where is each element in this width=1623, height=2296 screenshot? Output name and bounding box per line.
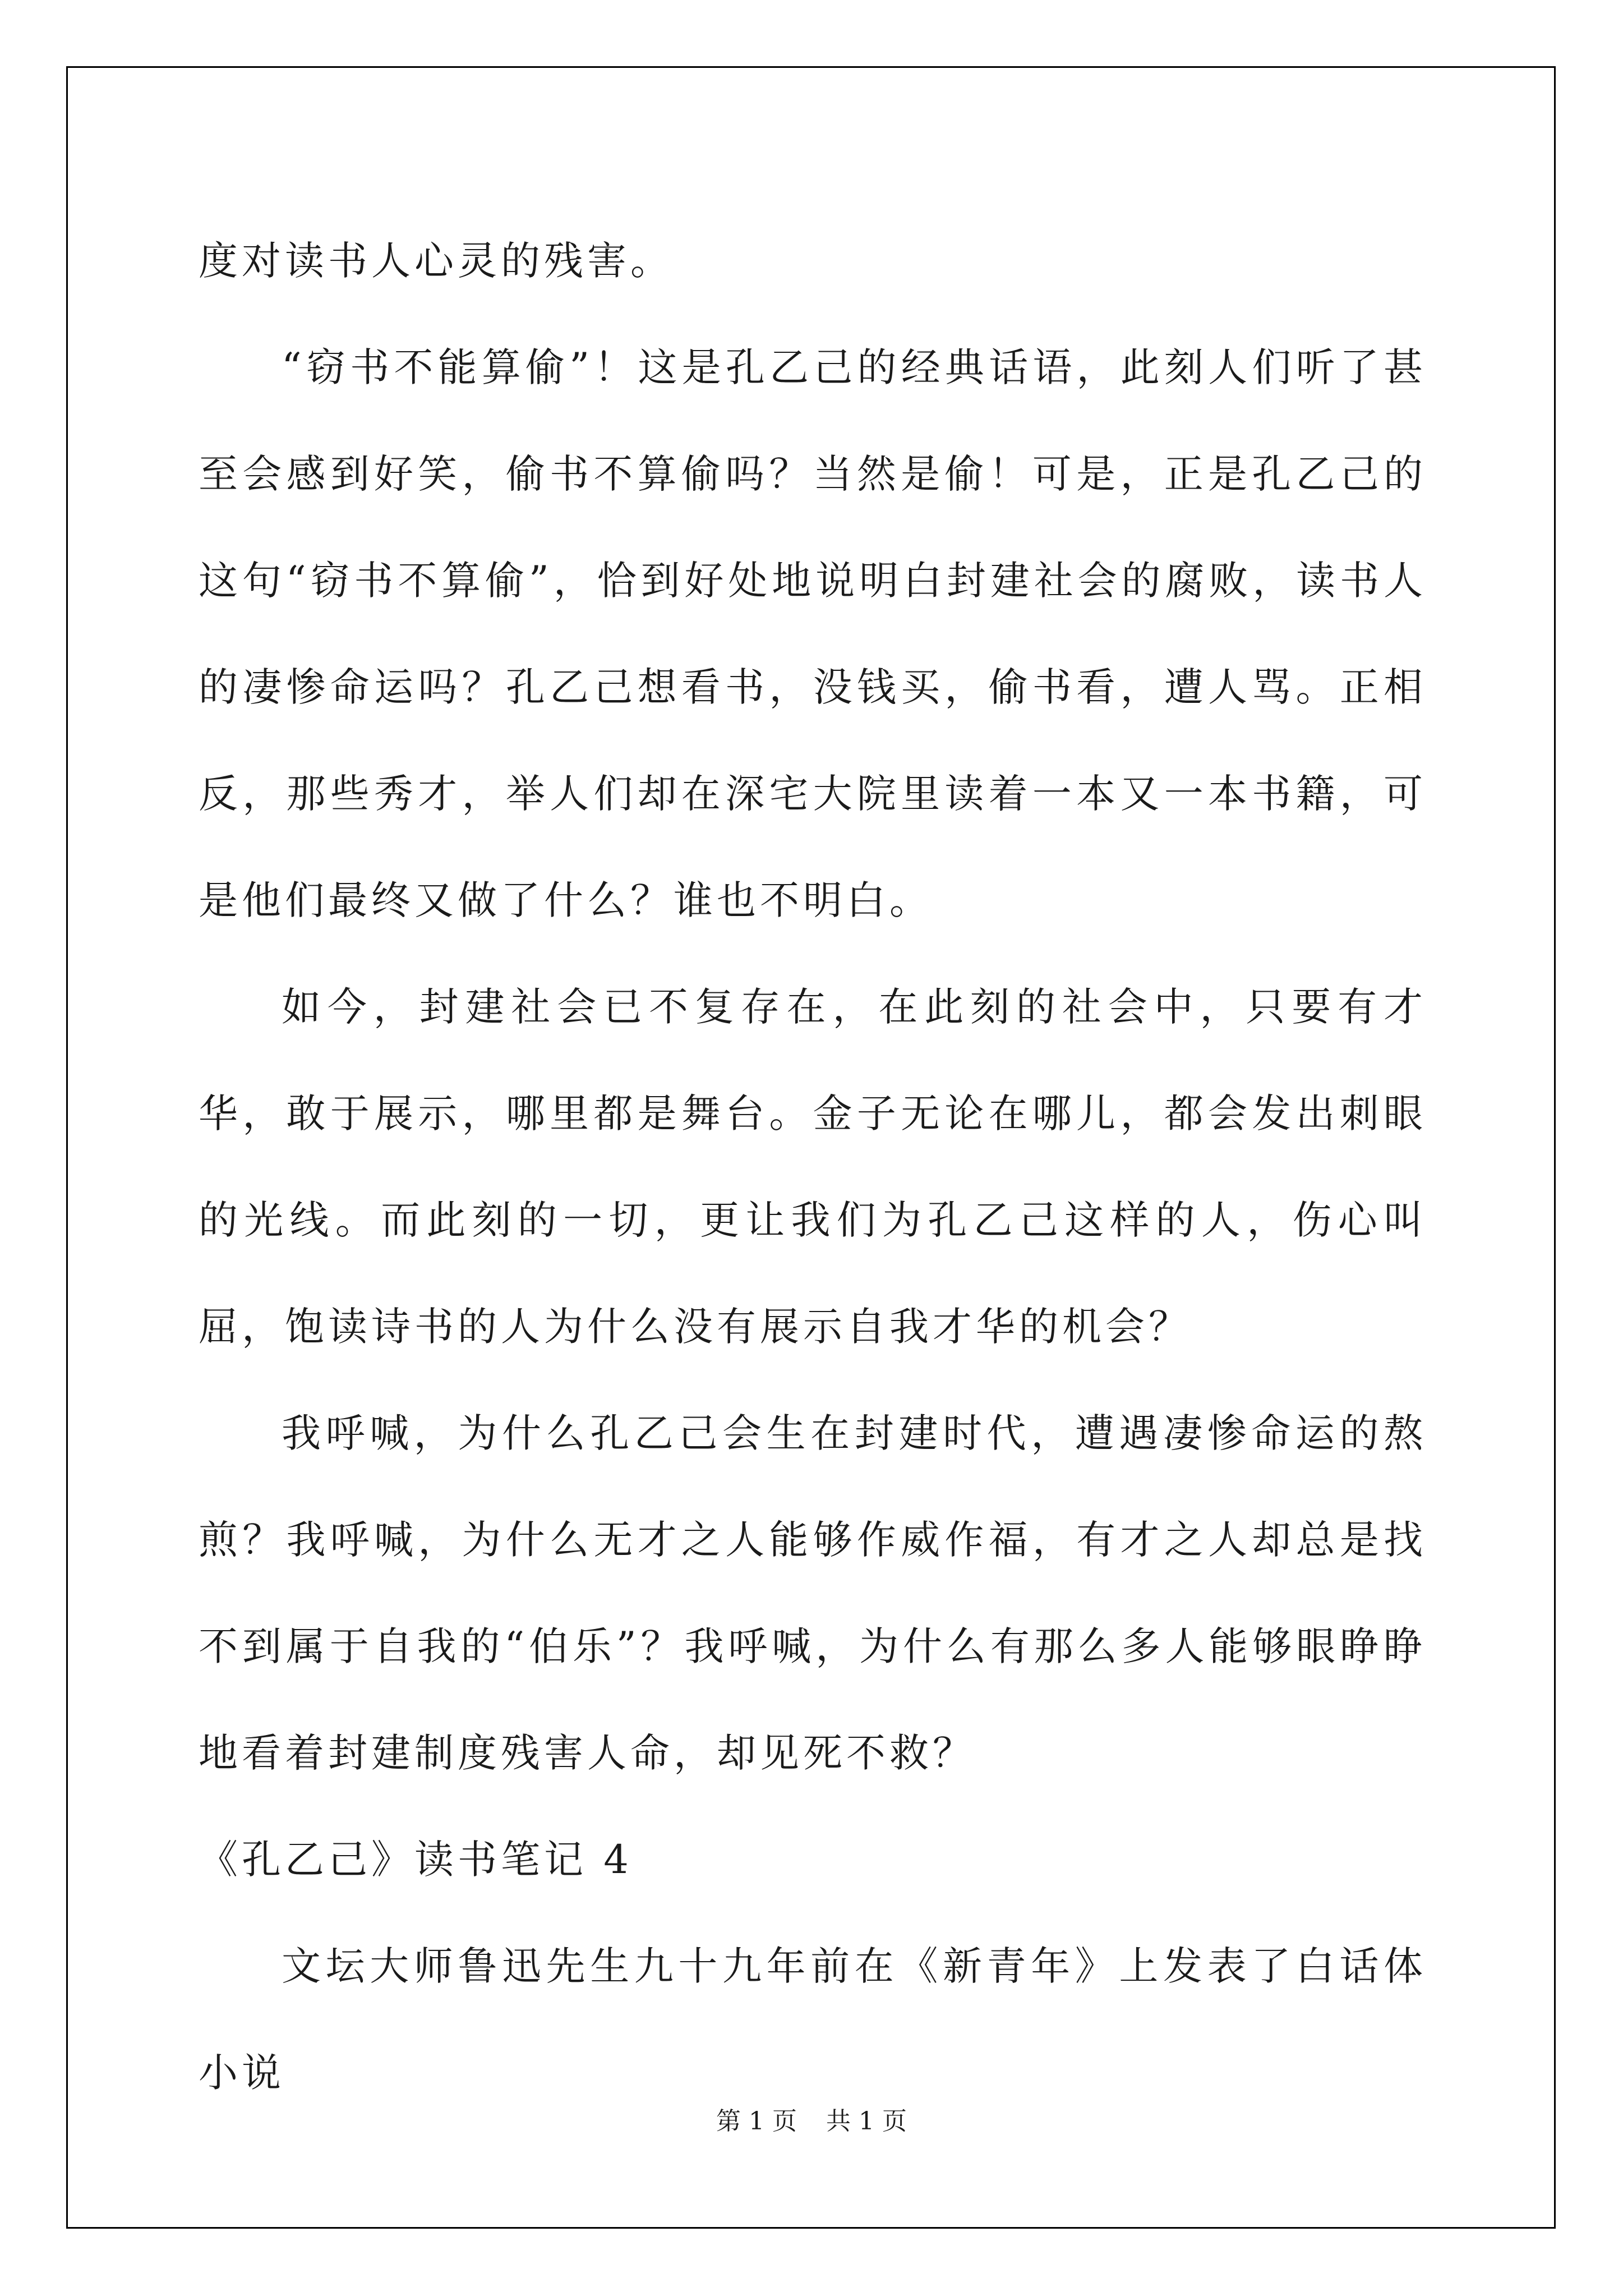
document-body <box>199 208 1427 2126</box>
paragraph-4: 我呼喊，为什么孔乙己会生在封建时代，遭遇凄惨命运的熬煎？我呼喊，为什么无才之人能够作威作福，有才之人却总是找不到属于自我的“伯乐”？我呼喊，为什么有那么多人能够眼睁睁地看着封建制度残害人命，却见死不救？ <box>199 1410 1427 1776</box>
paragraph-1: 度对读书人心灵的残害。 <box>199 238 674 284</box>
total-pages: 共 1 页 <box>826 2107 907 2136</box>
paragraph-3: 如今，封建社会已不复存在，在此刻的社会中，只要有才华，敢于展示，哪里都是舞台。金子无论在哪儿，都会发出刺眼的光线。而此刻的一切，更让我们为孔乙己这样的人，伤心叫屈，饱读诗书的人为什么没有展示自我才华的机会？ <box>199 984 1427 1350</box>
page-footer <box>0 2101 1623 2137</box>
page-number: 第 1 页 <box>716 2107 797 2136</box>
section-heading: 《孔乙己》读书笔记 4 <box>199 1837 633 1883</box>
paragraph-5: 文坛大师鲁迅先生九十九年前在《新青年》上发表了白话体小说 <box>199 1943 1427 2096</box>
paragraph-2: “窃书不能算偷”！这是孔乙己的经典话语，此刻人们听了甚至会感到好笑，偷书不算偷吗？当然是偷！可是，正是孔乙己的这句“窃书不算偷”，恰到好处地说明白封建社会的腐败，读书人的凄惨命运吗？孔乙己想看书，没钱买，偷书看，遭人骂。正相反，那些秀才，举人们却在深宅大院里读着一本又一本书籍，可是他们最终又做了什么？谁也不明白。 <box>199 344 1427 923</box>
